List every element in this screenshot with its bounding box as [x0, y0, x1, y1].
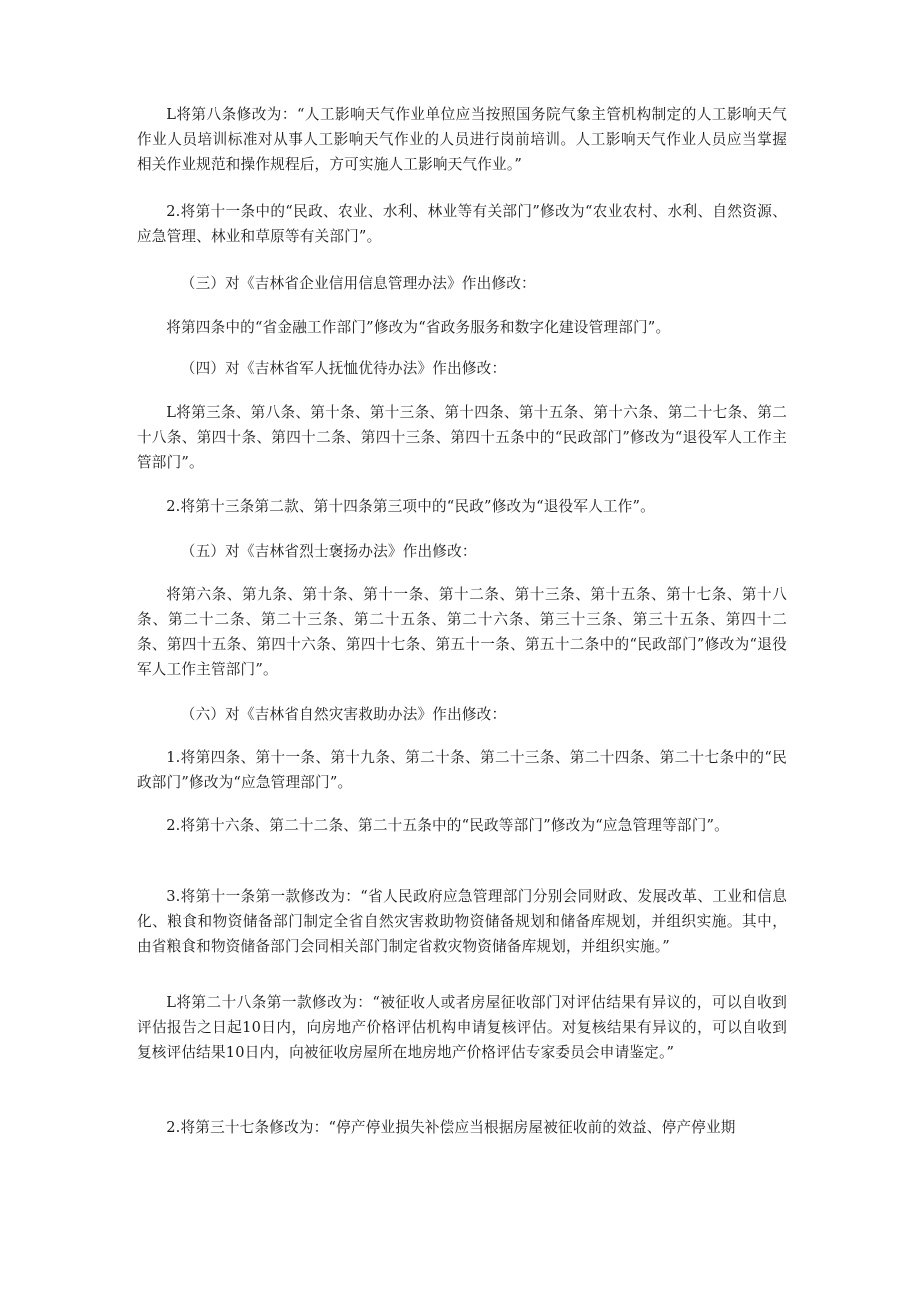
paragraph-disaster-item-3: 3.将第十一条第一款修改为：“省人民政府应急管理部门分别会同财政、发展改革、工业和信息化、粮食和物资储备部门制定全省自然灾害救助物资储备规划和储备库规划，并组织实施。其中，由省粮食和物资储备部门会同相关部门制定省救灾物资储备库规划，并组织实施。”: [137, 888, 787, 955]
paragraph-military-item-1: L将第三条、第八条、第十条、第十三条、第十四条、第十五条、第十六条、第二十七条、第二十八条、第四十条、第四十二条、第四十三条、第四十五条中的“民政部门”修改为“退役军人工作主管部门”。: [137, 404, 787, 471]
paragraph-expropriation-item-1: L将第二十八条第一款修改为：“被征收人或者房屋征收部门对评估结果有异议的，可以自收到评估报告之日起10日内，向房地产价格评估机构申请复核评估。对复核结果有异议的，可以自收到复核评估结果10日内，向被征收房屋所在地房地产价格评估专家委员会申请鉴定。”: [137, 994, 787, 1061]
paragraph-credit-info-amendment: 将第四条中的“省金融工作部门”修改为“省政务服务和数字化建设管理部门”。: [166, 319, 671, 336]
paragraph-disaster-item-2: 2.将第十六条、第二十二条、第二十五条中的“民政等部门”修改为“应急管理等部门”。: [166, 817, 729, 834]
paragraph-article-8-amendment: L将第八条修改为：“人工影响天气作业单位应当按照国务院气象主管机构制定的人工影响天气作业人员培训标准对从事人工影响天气作业的人员进行岗前培训。人工影响天气作业人员应当掌握相关作业规范和操作规程后，方可实施人工影响天气作业。”: [137, 106, 787, 173]
section-heading-6: （六）对《吉林省自然灾害救助办法》作出修改：: [180, 706, 507, 723]
section-heading-4: （四）对《吉林省军人抚恤优待办法》作出修改：: [180, 360, 507, 377]
paragraph-disaster-item-1: 1.将第四条、第十一条、第十九条、第二十条、第二十三条、第二十四条、第二十七条中的“民政部门”修改为“应急管理部门”。: [137, 749, 787, 791]
section-heading-3: （三）对《吉林省企业信用信息管理办法》作出修改：: [180, 275, 536, 292]
paragraph-article-11-amendment: 2.将第十一条中的“民政、农业、水利、林业等有关部门”修改为“农业农村、水利、自然资源、应急管理、林业和草原等有关部门”。: [137, 203, 787, 245]
paragraph-martyr-amendment: 将第六条、第九条、第十条、第十一条、第十二条、第十三条、第十五条、第十七条、第十八条、第二十二条、第二十三条、第二十五条、第二十六条、第三十三条、第三十五条、第四十二条、第四十五条、第四十六条、第四十七条、第五十一条、第五十二条中的“民政部门”修改为“退役军人工作主管部门”。: [137, 586, 787, 678]
paragraph-expropriation-item-2: 2.将第三十七条修改为：“停产停业损失补偿应当根据房屋被征收前的效益、停产停业期: [166, 1119, 736, 1136]
paragraph-military-item-2: 2.将第十三条第二款、第十四条第三项中的“民政”修改为“退役军人工作”。: [166, 498, 655, 515]
section-heading-5: （五）对《吉林省烈士褒扬办法》作出修改：: [180, 543, 477, 560]
